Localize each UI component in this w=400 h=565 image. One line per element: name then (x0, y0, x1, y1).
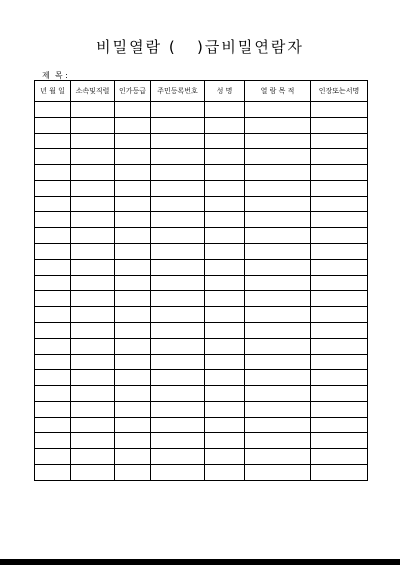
table-cell[interactable] (71, 354, 115, 370)
table-cell[interactable] (151, 102, 205, 118)
table-cell[interactable] (151, 212, 205, 228)
table-cell[interactable] (71, 149, 115, 165)
table-cell[interactable] (151, 354, 205, 370)
column-header-clearance: 인가등급 (115, 81, 151, 102)
table-cell[interactable] (115, 117, 151, 133)
table-cell[interactable] (71, 433, 115, 449)
table-cell[interactable] (311, 322, 368, 338)
table-cell[interactable] (151, 449, 205, 465)
table-cell[interactable] (115, 133, 151, 149)
table-cell[interactable] (71, 370, 115, 386)
table-cell[interactable] (311, 370, 368, 386)
table-row (35, 386, 368, 402)
table-cell[interactable] (245, 259, 311, 275)
table-cell[interactable] (35, 228, 71, 244)
table-cell[interactable] (151, 196, 205, 212)
table-row (35, 180, 368, 196)
table-cell[interactable] (311, 117, 368, 133)
table-row (35, 133, 368, 149)
table-cell[interactable] (71, 291, 115, 307)
column-header-seal-signature: 인장또는서명 (311, 81, 368, 102)
table-cell[interactable] (151, 117, 205, 133)
table-row (35, 370, 368, 386)
table-cell[interactable] (311, 464, 368, 480)
table-cell[interactable] (115, 322, 151, 338)
table-row (35, 417, 368, 433)
table-cell[interactable] (151, 307, 205, 323)
table-cell[interactable] (311, 149, 368, 165)
table-cell[interactable] (115, 196, 151, 212)
table-row (35, 259, 368, 275)
table-cell[interactable] (245, 117, 311, 133)
table-cell[interactable] (71, 417, 115, 433)
column-header-affiliation: 소속및직렬 (71, 81, 115, 102)
table-cell[interactable] (71, 275, 115, 291)
table-cell[interactable] (35, 433, 71, 449)
table-cell[interactable] (311, 228, 368, 244)
table-cell[interactable] (245, 449, 311, 465)
table-cell[interactable] (71, 196, 115, 212)
table-cell[interactable] (151, 370, 205, 386)
table-cell[interactable] (205, 322, 245, 338)
table-cell[interactable] (35, 338, 71, 354)
table-cell[interactable] (311, 338, 368, 354)
table-cell[interactable] (71, 449, 115, 465)
table-cell[interactable] (151, 180, 205, 196)
table-cell[interactable] (71, 464, 115, 480)
table-header-row (35, 81, 368, 102)
table-cell[interactable] (115, 228, 151, 244)
table-cell[interactable] (115, 212, 151, 228)
table-cell[interactable] (245, 464, 311, 480)
table-cell[interactable] (115, 338, 151, 354)
table-cell[interactable] (205, 307, 245, 323)
table-cell[interactable] (245, 354, 311, 370)
table-cell[interactable] (151, 464, 205, 480)
table-cell[interactable] (115, 370, 151, 386)
table-row (35, 449, 368, 465)
table-cell[interactable] (71, 259, 115, 275)
table-cell[interactable] (205, 180, 245, 196)
table-cell[interactable] (71, 386, 115, 402)
table-cell[interactable] (245, 133, 311, 149)
table-cell[interactable] (245, 386, 311, 402)
page-bottom-border (0, 559, 400, 565)
table-row (35, 291, 368, 307)
table-cell[interactable] (35, 370, 71, 386)
table-cell[interactable] (245, 212, 311, 228)
document-title: 비밀열람 ( )급비밀연람자 (96, 38, 304, 56)
table-cell[interactable] (245, 228, 311, 244)
table-cell[interactable] (151, 433, 205, 449)
table-cell[interactable] (205, 228, 245, 244)
table-cell[interactable] (151, 291, 205, 307)
table-cell[interactable] (115, 244, 151, 260)
table-cell[interactable] (151, 401, 205, 417)
table-cell[interactable] (311, 244, 368, 260)
table-cell[interactable] (205, 212, 245, 228)
table-cell[interactable] (35, 180, 71, 196)
table-cell[interactable] (151, 165, 205, 181)
table-cell[interactable] (71, 244, 115, 260)
table-cell[interactable] (205, 433, 245, 449)
table-cell[interactable] (35, 244, 71, 260)
table-cell[interactable] (205, 102, 245, 118)
table-cell[interactable] (245, 244, 311, 260)
table-cell[interactable] (151, 228, 205, 244)
table-cell[interactable] (205, 401, 245, 417)
table-cell[interactable] (35, 354, 71, 370)
table-cell[interactable] (205, 275, 245, 291)
table-body (35, 102, 368, 481)
table-cell[interactable] (311, 275, 368, 291)
table-cell[interactable] (245, 180, 311, 196)
table-cell[interactable] (151, 338, 205, 354)
table-cell[interactable] (115, 354, 151, 370)
table-cell[interactable] (71, 133, 115, 149)
table-cell[interactable] (115, 259, 151, 275)
table-cell[interactable] (245, 338, 311, 354)
column-header-purpose: 열 람 목 적 (245, 81, 311, 102)
table-cell[interactable] (245, 417, 311, 433)
table-cell[interactable] (205, 149, 245, 165)
table-row (35, 244, 368, 260)
table-cell[interactable] (205, 196, 245, 212)
table-cell[interactable] (151, 149, 205, 165)
table-cell[interactable] (71, 338, 115, 354)
table-cell[interactable] (115, 275, 151, 291)
table-cell[interactable] (245, 196, 311, 212)
table-cell[interactable] (115, 464, 151, 480)
table-cell[interactable] (35, 149, 71, 165)
table-cell[interactable] (205, 259, 245, 275)
reader-log-table (34, 80, 368, 481)
table-cell[interactable] (205, 291, 245, 307)
table-cell[interactable] (115, 102, 151, 118)
table-cell[interactable] (205, 417, 245, 433)
table-row (35, 464, 368, 480)
table-cell[interactable] (115, 449, 151, 465)
table-cell[interactable] (151, 259, 205, 275)
table-cell[interactable] (245, 275, 311, 291)
table-cell[interactable] (35, 133, 71, 149)
table-cell[interactable] (35, 275, 71, 291)
table-cell[interactable] (35, 417, 71, 433)
table-cell[interactable] (115, 417, 151, 433)
table-cell[interactable] (151, 275, 205, 291)
table-cell[interactable] (311, 433, 368, 449)
table-cell[interactable] (311, 212, 368, 228)
table-cell[interactable] (115, 433, 151, 449)
table-row (35, 212, 368, 228)
table-cell[interactable] (115, 401, 151, 417)
table-cell[interactable] (71, 401, 115, 417)
table-cell[interactable] (205, 370, 245, 386)
table-cell[interactable] (311, 307, 368, 323)
table-cell[interactable] (205, 354, 245, 370)
table-cell[interactable] (311, 133, 368, 149)
table-cell[interactable] (245, 102, 311, 118)
table-cell[interactable] (245, 401, 311, 417)
table-row (35, 433, 368, 449)
table-cell[interactable] (245, 307, 311, 323)
table-cell[interactable] (35, 259, 71, 275)
table-row (35, 401, 368, 417)
table-cell[interactable] (245, 370, 311, 386)
table-cell[interactable] (311, 354, 368, 370)
table-cell[interactable] (115, 386, 151, 402)
table-cell[interactable] (311, 165, 368, 181)
table-row (35, 228, 368, 244)
table-cell[interactable] (35, 102, 71, 118)
table-cell[interactable] (35, 401, 71, 417)
table-cell[interactable] (115, 291, 151, 307)
table-cell[interactable] (71, 228, 115, 244)
table-row (35, 275, 368, 291)
table-row (35, 102, 368, 118)
table-cell[interactable] (245, 322, 311, 338)
table-cell[interactable] (71, 102, 115, 118)
table-cell[interactable] (151, 133, 205, 149)
table-row (35, 117, 368, 133)
table-cell[interactable] (151, 244, 205, 260)
table-cell[interactable] (35, 449, 71, 465)
table-cell[interactable] (205, 133, 245, 149)
table-cell[interactable] (151, 386, 205, 402)
table-row (35, 354, 368, 370)
table-cell[interactable] (311, 291, 368, 307)
table-cell[interactable] (205, 449, 245, 465)
table-cell[interactable] (245, 165, 311, 181)
table-cell[interactable] (71, 180, 115, 196)
table-cell[interactable] (71, 165, 115, 181)
table-row (35, 149, 368, 165)
subject-label: 제 목 : (42, 71, 68, 80)
table-cell[interactable] (115, 165, 151, 181)
table-cell[interactable] (35, 322, 71, 338)
column-header-resident-number: 주민등록번호 (151, 81, 205, 102)
table-row (35, 307, 368, 323)
table-cell[interactable] (35, 386, 71, 402)
table-cell[interactable] (35, 291, 71, 307)
table-cell[interactable] (151, 322, 205, 338)
table-cell[interactable] (205, 338, 245, 354)
table-cell[interactable] (71, 212, 115, 228)
table-cell[interactable] (245, 291, 311, 307)
column-header-date: 년 월 일 (35, 81, 71, 102)
table-cell[interactable] (115, 180, 151, 196)
table-cell[interactable] (205, 386, 245, 402)
table-cell[interactable] (205, 464, 245, 480)
table-cell[interactable] (35, 117, 71, 133)
table-cell[interactable] (71, 307, 115, 323)
table-cell[interactable] (311, 386, 368, 402)
table-cell[interactable] (115, 307, 151, 323)
table-cell[interactable] (311, 449, 368, 465)
table-cell[interactable] (245, 149, 311, 165)
table-cell[interactable] (311, 196, 368, 212)
table-cell[interactable] (311, 102, 368, 118)
table-cell[interactable] (311, 259, 368, 275)
table-cell[interactable] (311, 401, 368, 417)
table-cell[interactable] (245, 433, 311, 449)
table-cell[interactable] (205, 244, 245, 260)
table-cell[interactable] (311, 417, 368, 433)
table-cell[interactable] (35, 165, 71, 181)
table-cell[interactable] (35, 464, 71, 480)
table-cell[interactable] (311, 180, 368, 196)
table-cell[interactable] (205, 165, 245, 181)
table-cell[interactable] (151, 417, 205, 433)
table-cell[interactable] (71, 117, 115, 133)
table-cell[interactable] (35, 307, 71, 323)
table-cell[interactable] (71, 322, 115, 338)
table-cell[interactable] (115, 149, 151, 165)
table-cell[interactable] (35, 196, 71, 212)
table-cell[interactable] (205, 117, 245, 133)
column-header-name: 성 명 (205, 81, 245, 102)
table-cell[interactable] (35, 212, 71, 228)
table-row (35, 165, 368, 181)
table-row (35, 196, 368, 212)
table-row (35, 322, 368, 338)
table-row (35, 338, 368, 354)
